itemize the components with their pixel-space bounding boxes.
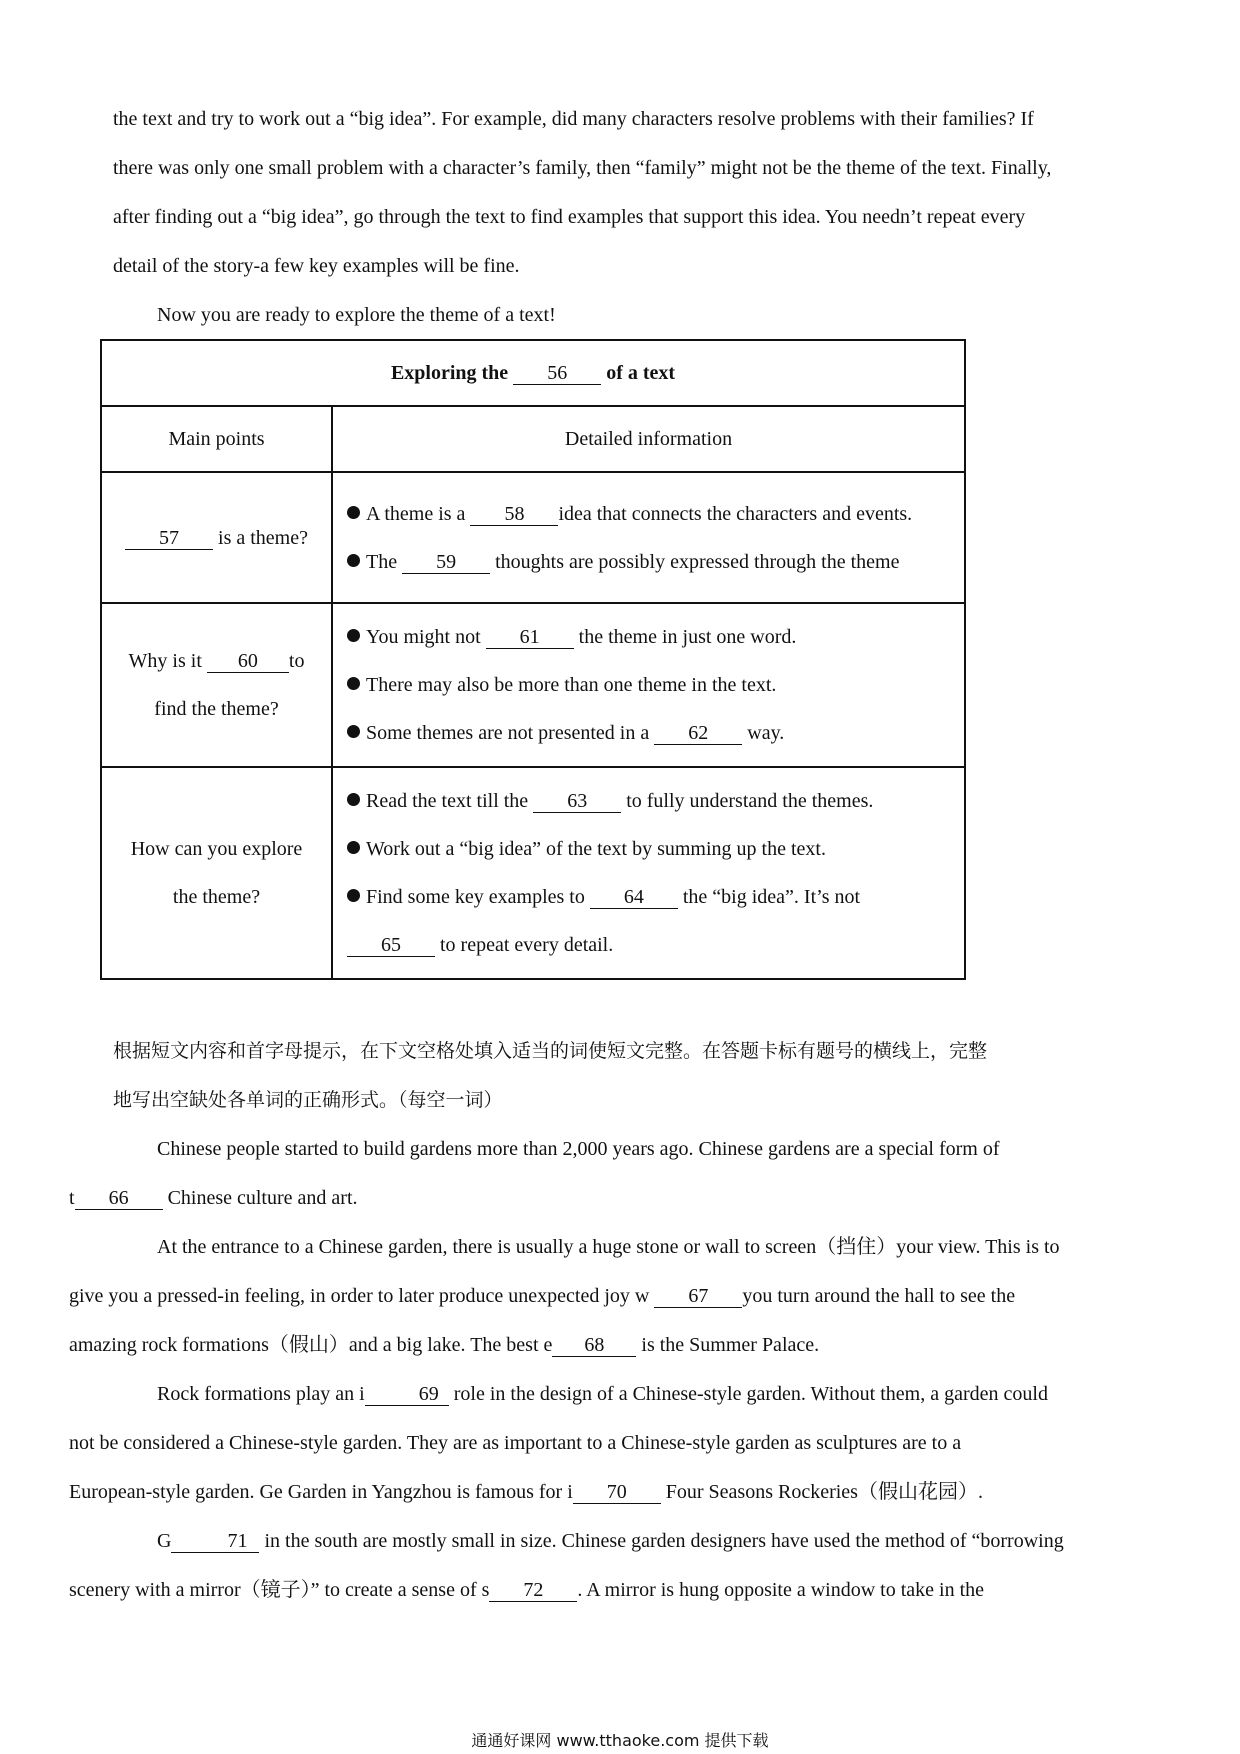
blank-62: 62 (654, 722, 742, 745)
blank-65: 65 (347, 934, 435, 957)
blank-56: 56 (513, 362, 601, 385)
bullet-icon (347, 629, 360, 642)
bullet-icon (347, 677, 360, 690)
blank-68: 68 (552, 1334, 636, 1357)
blank-58: 58 (470, 503, 558, 526)
intro-line: there was only one small problem with a character’s family, then “family” might not be the theme of the text. Finally, (113, 157, 1052, 179)
blank-60: 60 (207, 650, 289, 673)
row-what-is-theme-details (332, 472, 965, 603)
page-footer: 通通好课网 www.tthaoke.com 提供下载 (471, 1731, 769, 1750)
row-what-is-theme: 57 is a theme? (101, 472, 332, 603)
intro-closing: Now you are ready to explore the theme of a text! (157, 304, 556, 326)
intro-line: after finding out a “big idea”, go through the text to find examples that support this idea. You needn’t repeat every (113, 206, 1026, 228)
table-title: Exploring the 56 of a text (101, 340, 965, 406)
list-item: You might not 61 the theme in just one word. (347, 613, 964, 661)
bullet-icon (347, 793, 360, 806)
bullet-icon (347, 506, 360, 519)
row-why-difficult-details (332, 603, 965, 767)
blank-57: 57 (125, 527, 213, 550)
column-header-detailed-info: Detailed information (332, 406, 965, 472)
list-item: 65 to repeat every detail. (347, 921, 964, 969)
list-item: There may also be more than one theme in the text. (347, 661, 964, 709)
blank-66: 66 (75, 1187, 163, 1210)
blank-67: 67 (654, 1285, 742, 1308)
passage-paragraph-3: Rock formations play an i 69 role in the design of a Chinese-style garden. Without them, a garden could not be considered a Chinese-style garden. They are as important to a Chinese-style garden as sculptures are to a European-style garden. Ge Garden in Yangzhou is famous for i 70 Four Seasons Rockeries（假山花园）. (69, 1383, 1048, 1503)
passage-paragraph-1: Chinese people started to build gardens more than 2,000 years ago. Chinese gardens are a special form of t 66 Chinese culture and art. (69, 1138, 1000, 1209)
blank-63: 63 (533, 790, 621, 813)
blank-72: 72 (489, 1579, 577, 1602)
list-item: Find some key examples to 64 the “big idea”. It’s not (347, 873, 964, 921)
intro-paragraph (113, 95, 1133, 291)
column-header-main-points: Main points (101, 406, 332, 472)
bullet-icon (347, 841, 360, 854)
bullet-icon (347, 554, 360, 567)
passage-paragraph-4: G 71 in the south are mostly small in size. Chinese garden designers have used the method of “borrowing scenery with a mirror（镜子）” to create a sense of s 72 . A mirror is hung opposite a window to take in the (69, 1530, 1064, 1601)
theme-table (100, 339, 966, 980)
blank-61: 61 (486, 626, 574, 649)
intro-line: the text and try to work out a “big idea”. For example, did many characters resolve problems with their families? If (113, 108, 1034, 130)
list-item: Some themes are not presented in a 62 way. (347, 709, 964, 757)
intro-line: detail of the story-a few key examples will be fine. (113, 255, 520, 277)
row-how-explore-details (332, 767, 965, 979)
blank-71: 71 (171, 1530, 259, 1553)
blank-59: 59 (402, 551, 490, 574)
instructions: 根据短文内容和首字母提示，在下文空格处填入适当的词使短文完整。在答题卡标有题号的横线上，完整 地写出空缺处各单词的正确形式。（每空一词） (113, 1040, 988, 1111)
passage-paragraph-2: At the entrance to a Chinese garden, there is usually a huge stone or wall to screen（挡住）your view. This is to give you a pressed-in feeling, in order to later produce unexpected joy w 67 you turn around the hall to see the amazing rock formations（假山）and a big lake. The best e 68 is the Summer Palace. (69, 1236, 1060, 1356)
blank-70: 70 (573, 1481, 661, 1504)
blank-69: 69 (365, 1383, 449, 1406)
list-item: The 59 thoughts are possibly expressed through the theme (347, 538, 964, 586)
list-item: Read the text till the 63 to fully understand the themes. (347, 777, 964, 825)
bullet-icon (347, 889, 360, 902)
list-item: Work out a “big idea” of the text by summing up the text. (347, 825, 964, 873)
row-how-explore: How can you explore the theme? (101, 767, 332, 979)
bullet-icon (347, 725, 360, 738)
row-why-difficult: Why is it 60 to find the theme? (101, 603, 332, 767)
list-item: A theme is a 58 idea that connects the characters and events. (347, 490, 964, 538)
blank-64: 64 (590, 886, 678, 909)
